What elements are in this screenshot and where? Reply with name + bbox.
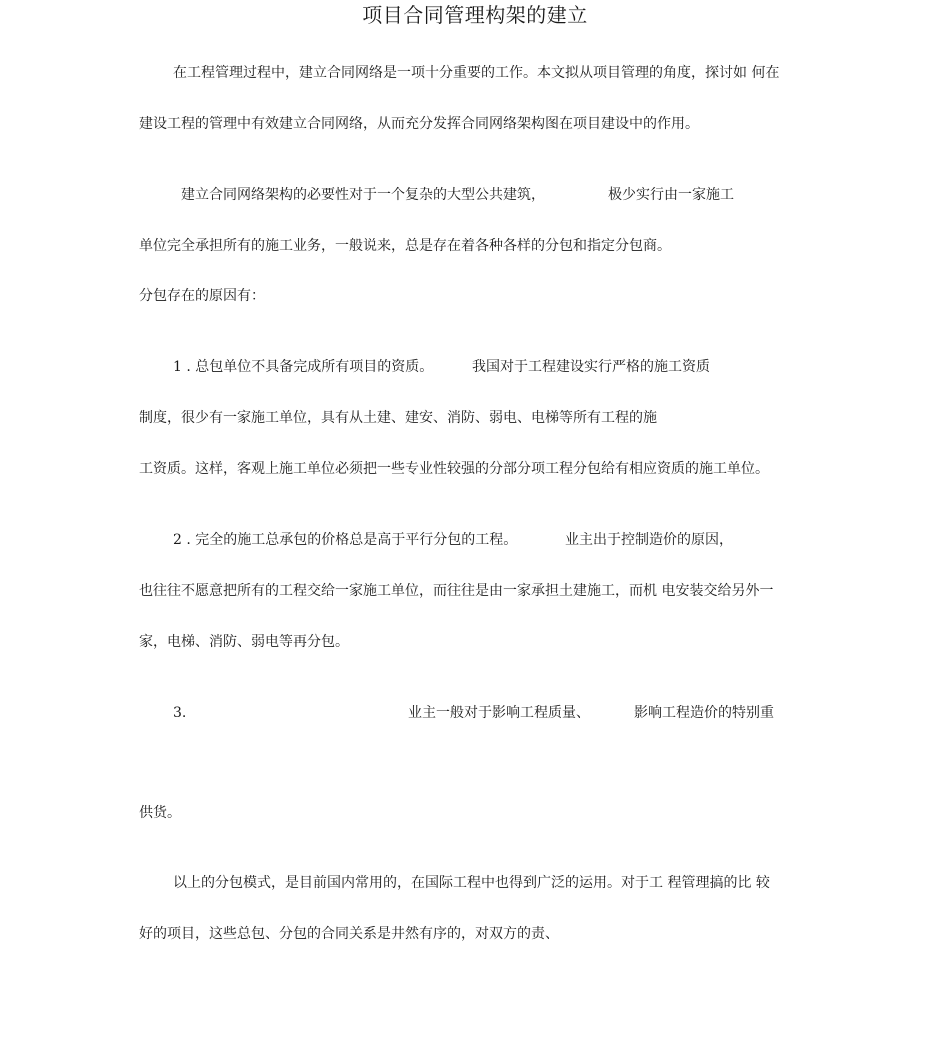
paragraph-2-line-2: 单位完全承担所有的施工业务，一般说来，总是存在着各种各样的分包和指定分包商。 — [139, 238, 671, 254]
paragraph-1-line-2: 建设工程的管理中有效建立合同网络，从而充分发挥合同网络架构图在项目建设中的作用。 — [139, 116, 699, 132]
list-item-2-line-1-b: 业主出于控制造价的原因， — [565, 532, 733, 548]
list-item-3-line-2: 供货。 — [139, 805, 181, 821]
paragraph-2-line-1-b: 极少实行由一家施工 — [608, 187, 734, 203]
list-item-3-number: 3. — [173, 705, 187, 721]
paragraph-1-line-1: 在工程管理过程中，建立合同网络是一项十分重要的工作。本文拟从项目管理的角度，探讨如 何在 — [173, 65, 780, 81]
paragraph-2-line-3: 分包存在的原因有： — [139, 288, 265, 304]
paragraph-3-line-2: 好的项目，这些总包、分包的合同关系是井然有序的，对双方的责、 — [139, 926, 559, 942]
list-item-2-line-3: 家，电梯、消防、弱电等再分包。 — [139, 634, 349, 650]
list-item-1-line-2: 制度，很少有一家施工单位，具有从土建、建安、消防、弱电、电梯等所有工程的施 — [139, 410, 657, 426]
page-title: 项目合同管理构架的建立 — [362, 3, 588, 27]
paragraph-2-line-1-a: 建立合同网络架构的必要性对于一个复杂的大型公共建筑， — [181, 187, 545, 203]
list-item-2-line-2: 也往往不愿意把所有的工程交给一家施工单位，而往往是由一家承担土建施工，而机 电安装交给另外一 — [139, 583, 774, 599]
paragraph-3-line-1: 以上的分包模式，是目前国内常用的，在国际工程中也得到广泛的运用。对于工 程管理搞的比 较 — [173, 875, 770, 891]
list-item-1-line-1-b: 我国对于工程建设实行严格的施工资质 — [472, 359, 710, 375]
list-item-3-line-1-b: 影响工程造价的特别重 — [634, 705, 774, 721]
list-item-1-line-3: 工资质。这样，客观上施工单位必须把一些专业性较强的分部分项工程分包给有相应资质的施工单位。 — [139, 461, 769, 477]
list-item-2-line-1-a: 2 . 完全的施工总承包的价格总是高于平行分包的工程。 — [173, 532, 518, 548]
list-item-1-line-1-a: 1 . 总包单位不具备完成所有项目的资质。 — [173, 359, 434, 375]
list-item-3-line-1-a: 业主一般对于影响工程质量、 — [408, 705, 590, 721]
